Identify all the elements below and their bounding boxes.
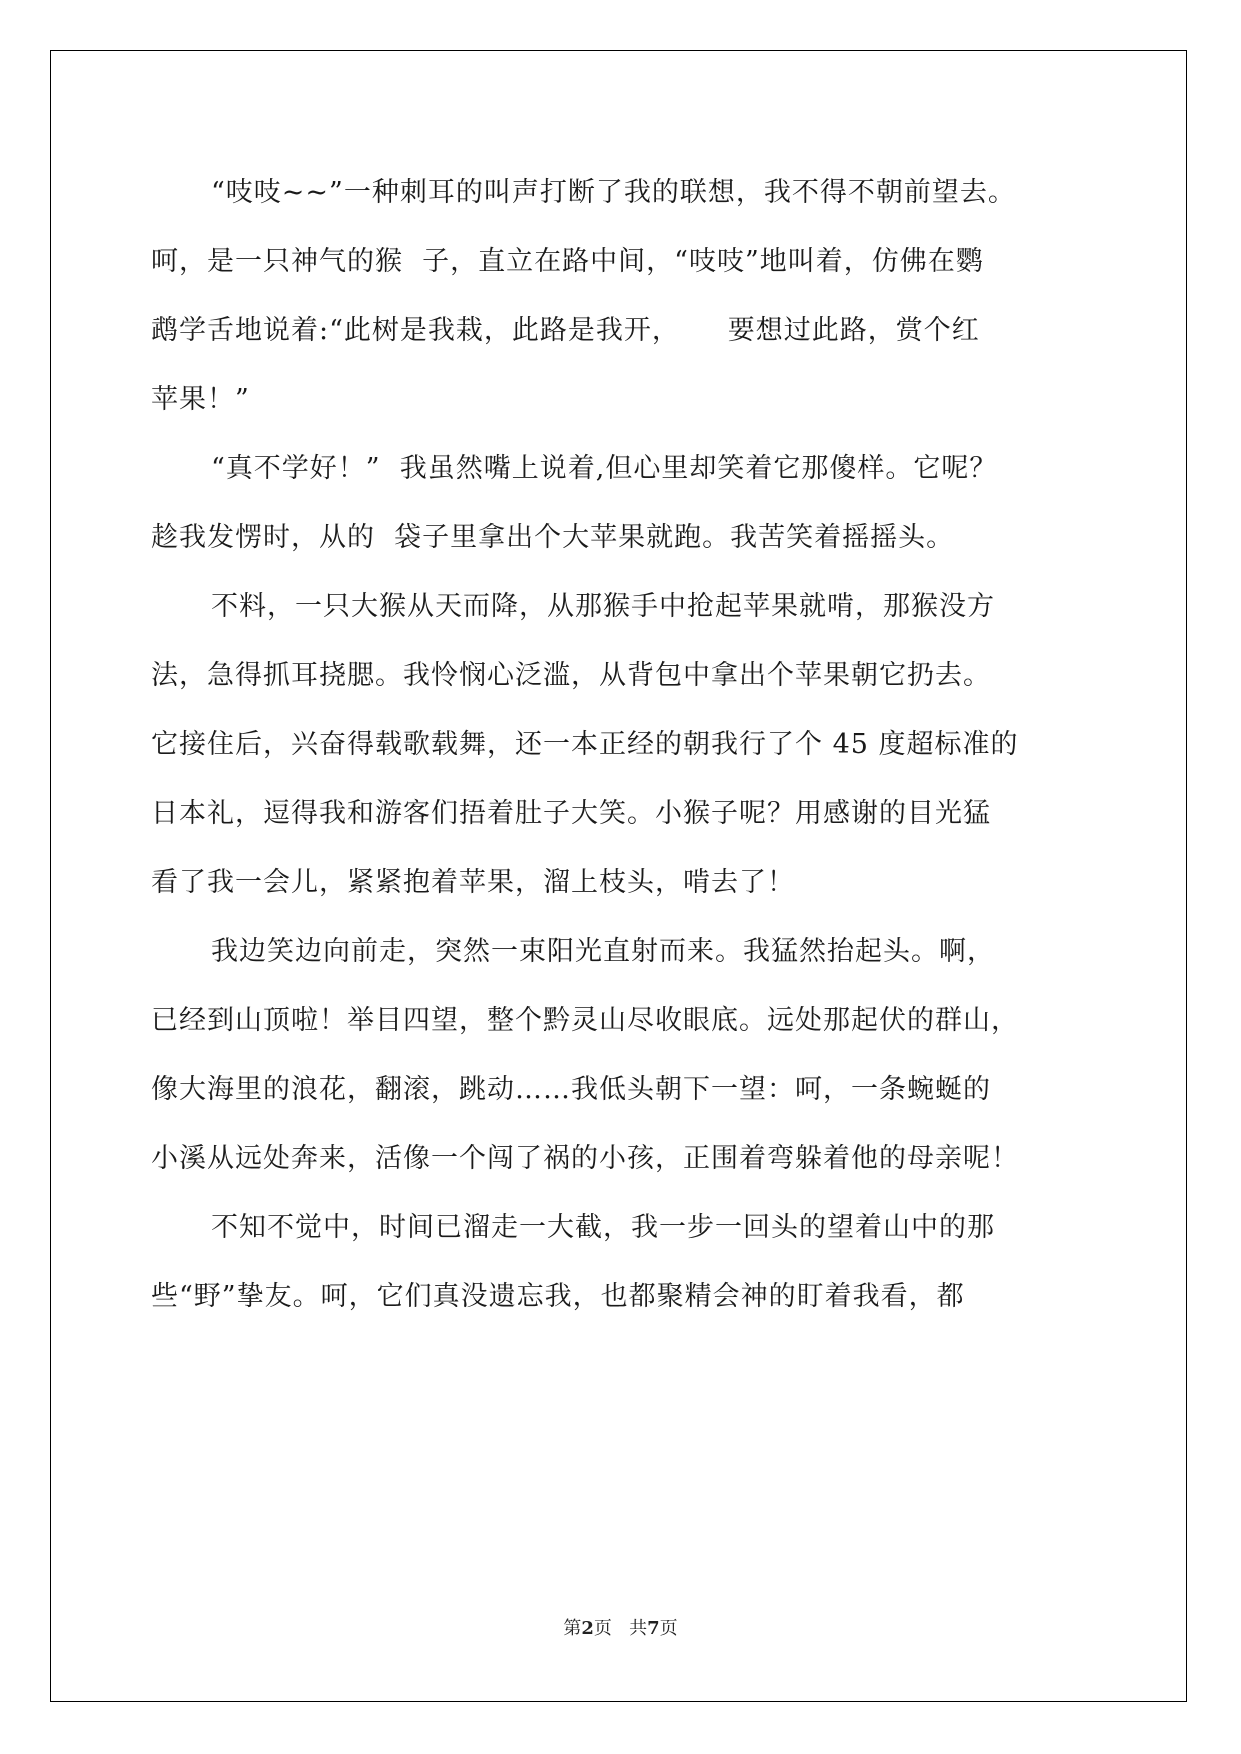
paragraph-big-monkey	[151, 572, 1091, 917]
text-line: 鹉学舌地说着:“此树是我栽，此路是我开， 要想过此路，赏个红	[151, 315, 980, 346]
text-line: 像大海里的浪花，翻滚，跳动……我低头朝下一望：呵，一条蜿蜒的	[151, 1074, 991, 1105]
text-line: “真不学好！” 我虽然嘴上说着,但心里却笑着它那傻样。它呢？	[211, 453, 998, 484]
text-line: 苹果！”	[151, 384, 250, 415]
document-body	[151, 158, 1091, 1331]
text-line: 些“野”挚友。呵，它们真没遗忘我，也都聚精会神的盯着我看，都	[151, 1281, 965, 1312]
text-line: 已经到山顶啦！举目四望，整个黔灵山尽收眼底。远处那起伏的群山，	[151, 1005, 1019, 1036]
total-unit: 页	[659, 1618, 678, 1639]
text-line: 看了我一会儿，紧紧抱着苹果，溜上枝头，啃去了！	[151, 867, 795, 898]
text-line: 它接住后，兴奋得载歌载舞，还一本正经的朝我行了个 45 度超标准的	[151, 729, 1019, 760]
text-line: 呵，是一只神气的猴 子，直立在路中间，“吱吱”地叫着，仿佛在鹦	[151, 246, 984, 277]
paragraph-summit	[151, 917, 1091, 1193]
text-line: 日本礼，逗得我和游客们捂着肚子大笑。小猴子呢？用感谢的目光猛	[151, 798, 991, 829]
page-unit: 页	[593, 1618, 612, 1639]
page-footer	[0, 1614, 1241, 1640]
text-line: 趁我发愣时，从的 袋子里拿出个大苹果就跑。我苦笑着摇摇头。	[151, 522, 955, 553]
text-line: 我边笑边向前走，突然一束阳光直射而来。我猛然抬起头。啊，	[211, 936, 995, 967]
page-prefix: 第	[563, 1618, 582, 1639]
text-line: 不知不觉中，时间已溜走一大截，我一步一回头的望着山中的那	[211, 1212, 995, 1243]
paragraph-monkey-intro	[151, 158, 1091, 434]
text-line: 不料，一只大猴从天而降，从那猴手中抢起苹果就啃，那猴没方	[211, 591, 995, 622]
total-prefix: 共	[629, 1618, 648, 1639]
text-line: 小溪从远处奔来，活像一个闯了祸的小孩，正围着弯躲着他的母亲呢！	[151, 1143, 1019, 1174]
total-pages: 7	[647, 1618, 660, 1639]
text-line: “吱吱~~”一种刺耳的叫声打断了我的联想，我不得不朝前望去。	[211, 177, 1016, 208]
text-line: 法，急得抓耳挠腮。我怜悯心泛滥，从背包中拿出个苹果朝它扔去。	[151, 660, 991, 691]
paragraph-reaction	[151, 434, 1091, 572]
paragraph-farewell	[151, 1193, 1091, 1331]
page-number: 2	[581, 1618, 594, 1639]
